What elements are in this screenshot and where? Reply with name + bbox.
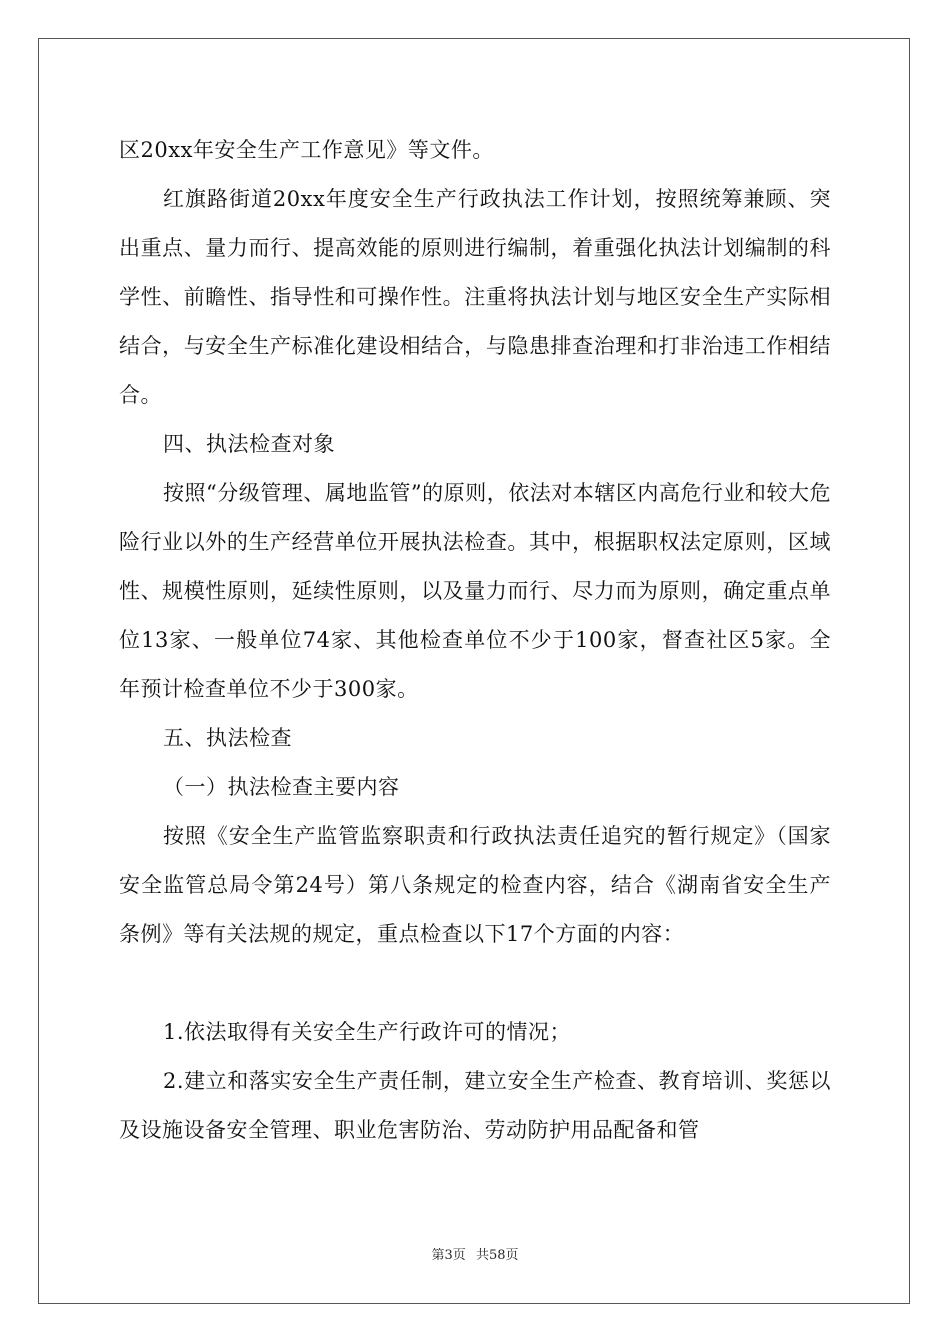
page-total: 共58页 xyxy=(475,1248,519,1263)
heading-subsection-one: （一）执法检查主要内容 xyxy=(163,775,400,799)
heading-section-four: 四、执法检查对象 xyxy=(163,432,335,456)
paragraph-continuation: 区20xx年安全生产工作意见》等文件。 xyxy=(119,138,494,162)
list-item-1: 1.依法取得有关安全生产行政许可的情况； xyxy=(163,1020,572,1044)
paragraph-inspection-targets: 按照“分级管理、属地监管”的原则，依法对本辖区内高危行业和较大危险行业以外的生产经营单位开展执法检查。其中，根据职权法定原则，区域性、规模性原则，延续性原则，以及量力而行、尽力而为原则，确定重点单位13家、一般单位74家、其他检查单位不少于100家，督查社区5家。全年预计检查单位不少于300家。 xyxy=(119,481,831,701)
paragraph-inspection-content: 按照《安全生产监管监察职责和行政执法责任追究的暂行规定》（国家安全监管总局令第24号）第八条规定的检查内容，结合《湖南省安全生产条例》等有关法规的规定，重点检查以下17个方面的内容： xyxy=(119,824,831,946)
list-item-2: 2.建立和落实安全生产责任制，建立安全生产检查、教育培训、奖惩以及设施设备安全管理、职业危害防治、劳动防护用品配备和管 xyxy=(119,1069,831,1142)
page-number: 第3页 xyxy=(431,1248,466,1263)
heading-section-five: 五、执法检查 xyxy=(163,726,292,750)
paragraph-plan-description: 红旗路街道20xx年度安全生产行政执法工作计划，按照统筹兼顾、突出重点、量力而行、提高效能的原则进行编制，着重强化执法计划编制的科学性、前瞻性、指导性和可操作性。注重将执法计划与地区安全生产实际相结合，与安全生产标准化建设相结合，与隐患排查治理和打非治违工作相结合。 xyxy=(119,187,831,407)
page-footer xyxy=(0,1244,950,1263)
